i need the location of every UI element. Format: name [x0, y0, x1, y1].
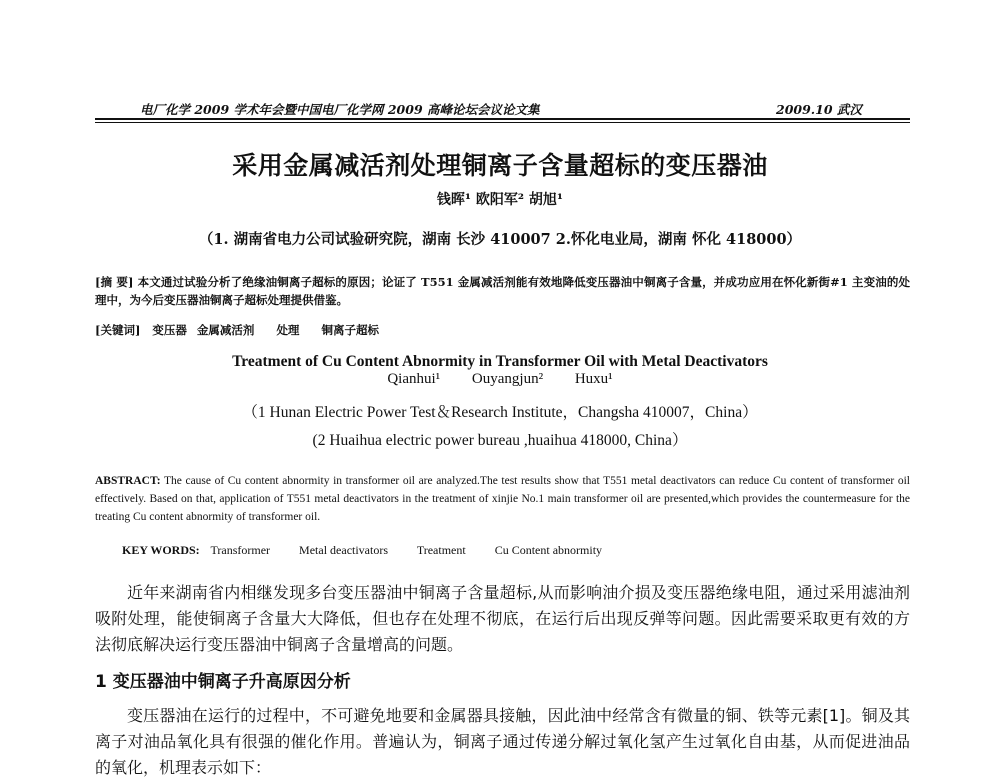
keywords-cn-label: [关键词] [95, 323, 141, 337]
abstract-cn-text: 本文通过试验分析了绝缘油铜离子超标的原因；论证了 T551 金属减活剂能有效地降低变压器油中铜离子含量，并成功应用在怀化新街#1 主变油的处理中，为今后变压器油铜离子超标处理提供借鉴。 [95, 275, 910, 307]
running-header-right: 2009.10 武汉 [776, 102, 862, 117]
keywords-cn [95, 322, 397, 338]
paper-title-cn: 采用金属减活剂处理铜离子含量超标的变压器油 [232, 151, 768, 180]
keywords-en-label: KEY WORDS: [122, 543, 200, 557]
header-rule-thin [95, 122, 910, 123]
author-en: Ouyangjun² [471, 371, 544, 387]
keyword-cn: 铜离子超标 [321, 323, 379, 337]
keyword-cn: 金属减活剂 [196, 323, 255, 337]
keyword-en: Metal deactivators [299, 543, 389, 557]
authors-cn: 钱晖¹ 欧阳军² 胡旭¹ [436, 192, 564, 208]
keyword-en: Cu Content abnormity [494, 543, 603, 557]
affiliations-cn: （1. 湖南省电力公司试验研究院，湖南 长沙 410007 2.怀化电业局，湖南 怀化 418000） [198, 231, 802, 248]
author-en: Huxu¹ [574, 371, 613, 387]
affiliation-en-2: (2 Huaihua electric power bureau ,huaihua 418000, China） [312, 432, 688, 449]
abstract-en-text: The cause of Cu content abnormity in transformer oil are analyzed.The test results show that T551 metal deactivators can reduce Cu content of transformer oil effectively. Based on that, application of T551 metal deactivators in the treatment of xinjie No.1 main transformer oil are presented,which provides the countermeasure for the treating Cu content abnormity of transformer oil. [95, 475, 910, 523]
paper-title-en: Treatment of Cu Content Abnormity in Transformer Oil with Metal Deactivators [232, 353, 768, 370]
running-header-left: 电厂化学 2009 学术年会暨中国电厂化学网 2009 高峰论坛会议论文集 [140, 102, 540, 117]
section-1-paragraph: 变压器油在运行的过程中，不可避免地要和金属器具接触，因此油中经常含有微量的铜、铁等元素[1]。铜及其离子对油品氧化具有很强的催化作用。普遍认为，铜离子通过传递分解过氧化氢产生过氧化自由基，从而促进油品的氧化，机理表示如下： [95, 706, 910, 777]
keyword-en: Treatment [416, 543, 466, 557]
keyword-cn: 处理 [276, 323, 300, 337]
author-en: Qianhui¹ [387, 371, 441, 387]
abstract-cn [95, 273, 910, 309]
keywords-en [122, 543, 628, 558]
affiliation-en-1: （1 Hunan Electric Power Test＆Research Institute，Changsha 410007，China） [242, 404, 758, 421]
section-1-heading: 1 变压器油中铜离子升高原因分析 [95, 672, 351, 692]
keyword-cn: 变压器 [152, 323, 187, 337]
intro-paragraph: 近年来湖南省内相继发现多台变压器油中铜离子含量超标,从而影响油介损及变压器绝缘电阻，通过采用滤油剂吸附处理，能使铜离子含量大大降低，但也存在处理不彻底，在运行后出现反弹等问题。因此需要采取更有效的方法彻底解决运行变压器油中铜离子含量增高的问题。 [95, 583, 910, 654]
authors-en [0, 371, 1000, 388]
keyword-en: Transformer [210, 543, 271, 557]
abstract-en [95, 472, 910, 526]
header-rule [95, 118, 910, 120]
abstract-cn-label: [摘 要] [95, 275, 134, 289]
abstract-en-label: ABSTRACT: [95, 475, 161, 487]
